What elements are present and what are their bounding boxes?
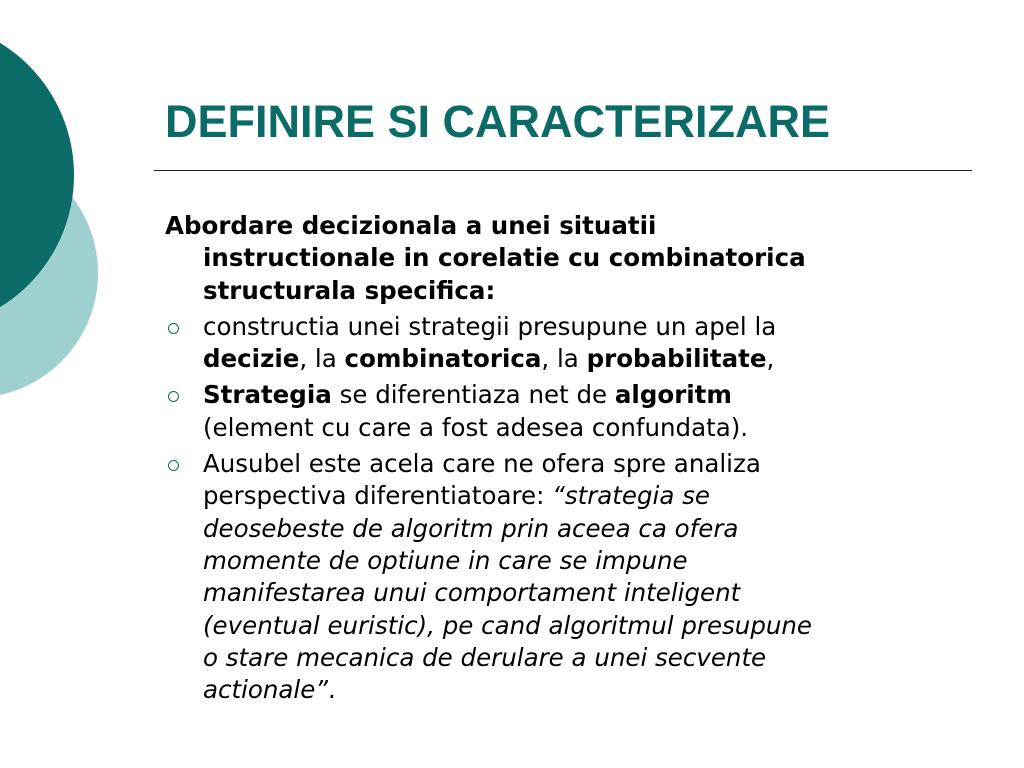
final-period: . (328, 675, 336, 705)
lead-line-3: structurala specifica: (203, 275, 496, 305)
bullet-3-line-7: o stare mecanica de derulare a unei secvente (203, 642, 767, 672)
bullet-3-quote-start: “strategia se (552, 481, 710, 511)
bullet-2-line-2: (element cu care a fost adesea confundata). (203, 412, 749, 442)
bullet-1-line-2 (203, 343, 965, 375)
hollow-circle-bullet-icon (168, 323, 179, 334)
bullet-3-quote-end: actionale” (203, 675, 329, 705)
bullet-3-line-2 (203, 480, 965, 512)
bullet-3-line-8 (203, 674, 965, 706)
title-divider (154, 170, 972, 171)
hollow-circle-bullet-icon (168, 460, 179, 471)
bold-strategia: Strategia (203, 380, 332, 410)
bold-combinatorica: combinatorica (344, 344, 542, 374)
bullet-3-line-5: manifestarea unui comportament inteligent (203, 578, 741, 608)
bullet-3-line-1: Ausubel este acela care ne ofera spre analiza (203, 449, 761, 479)
bold-algoritm: algoritm (614, 380, 732, 410)
hollow-circle-bullet-icon (168, 391, 179, 402)
slide-title: DEFINIRE SI CARACTERIZARE (165, 96, 831, 147)
bullet-3-line-3: deosebeste de algoritm prin aceea ca ofera (203, 513, 739, 543)
bullet-2-text: se diferentiaza net de (331, 380, 615, 410)
lead-paragraph (165, 210, 965, 307)
separator: , la (541, 344, 587, 374)
slide-content (165, 210, 965, 706)
bullet-2-line-1 (203, 379, 965, 411)
lead-line-2: instructionale in corelatie cu combinatorica (203, 243, 806, 273)
bullet-3-line-4: momente de optiune in care se impune (203, 545, 688, 575)
bold-probabilitate: probabilitate (586, 344, 767, 374)
bullet-3-plain: perspectiva diferentiatoare: (203, 481, 553, 511)
trailing-comma: , (766, 344, 775, 374)
list-item (165, 448, 965, 706)
lead-line-1: Abordare decizionala a unei situatii (165, 211, 657, 240)
separator: , la (299, 344, 345, 374)
bullet-1-line-1: constructia unei strategii presupune un apel la (203, 311, 777, 341)
bullet-3-line-6: (eventual euristic), pe cand algoritmul presupune (203, 610, 813, 640)
bold-decizie: decizie (203, 344, 300, 374)
list-item (165, 379, 965, 444)
list-item (165, 311, 965, 376)
